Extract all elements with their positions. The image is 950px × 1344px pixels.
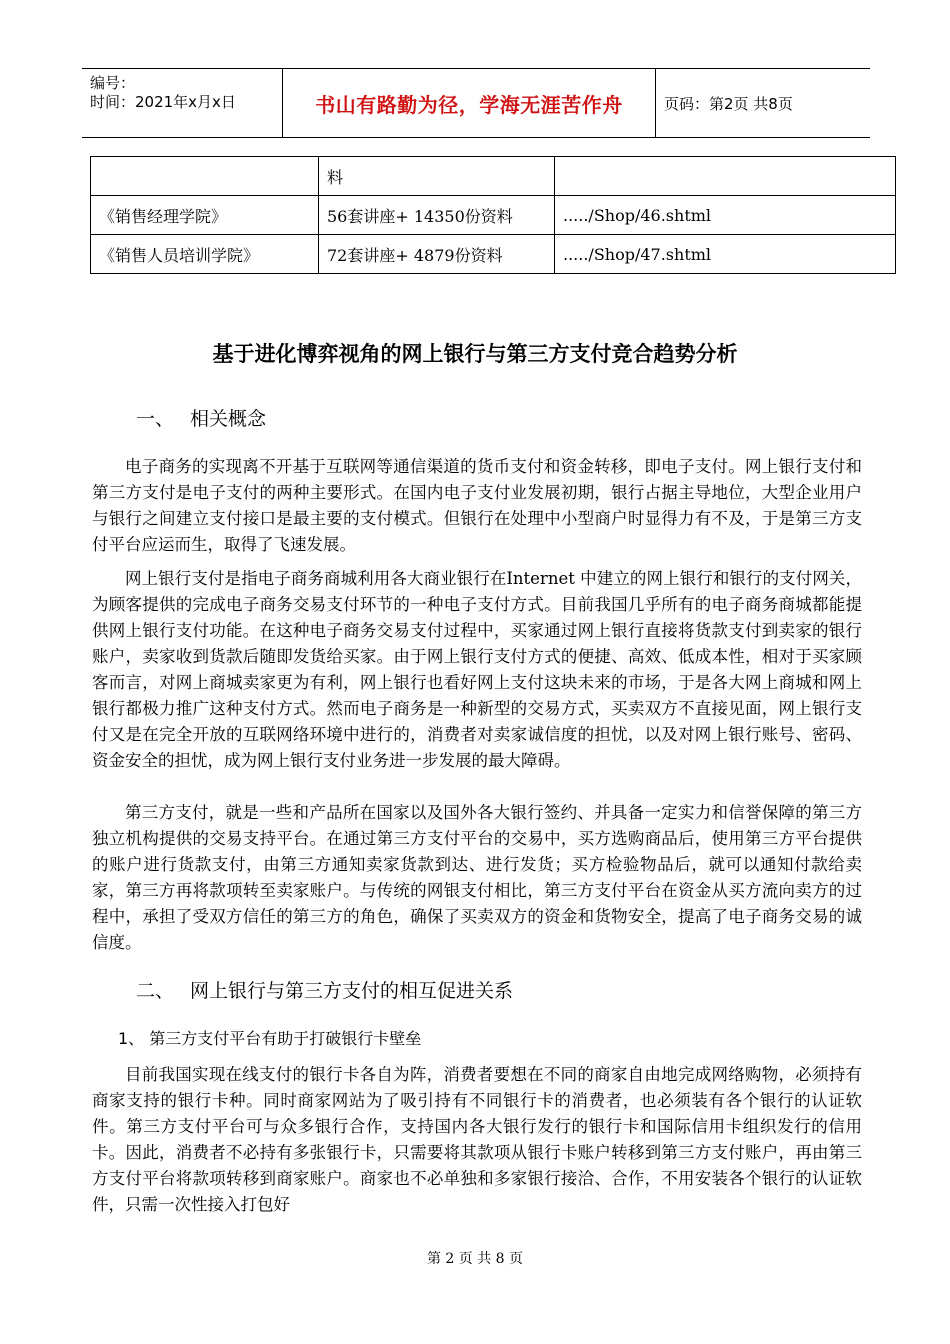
paragraph: 目前我国实现在线支付的银行卡各自为阵，消费者要想在不同的商家自由地完成网络购物，必须持有商家支持的银行卡种。同时商家网站为了吸引持有不同银行卡的消费者，也必须装有各个银行的认证软件。第三方支付平台可与众多银行合作，支持国内各大银行发行的银行卡和国际信用卡组织发行的信用卡。因此，消费者不必持有多张银行卡，只需要将其款项从银行卡账户转移到第三方支付账户，再由第三方支付平台将款项转移到商家账户。商家也不必单独和多家银行接洽、合作，不用安装各个银行的认证软件，只需一次性接入打包好 <box>92 1065 862 1214</box>
time-label: 时间：2021年x月x日 <box>90 93 236 111</box>
resource-count: 72套讲座+ 4879份资料 <box>319 235 555 274</box>
section-title: 相关概念 <box>190 408 267 430</box>
section-number: 一、 <box>136 408 175 430</box>
paragraph: 网上银行支付是指电子商务商城利用各大商业银行在Internet 中建立的网上银行和银行的支付网关，为顾客提供的完成电子商务交易支付环节的一种电子支付方式。目前我国几乎所有的电子商务商城都能提供网上银行支付功能。在这种电子商务交易支付过程中，买家通过网上银行直接将货款支付到卖家的银行账户，卖家收到货款后随即发货给买家。由于网上银行支付方式的便捷、高效、低成本性，相对于买家顾客而言，对网上商城卖家更为有利，网上银行也看好网上支付这块未来的市场，于是各大网上商城和网上银行都极力推广这种支付方式。然而电子商务是一种新型的交易方式，买卖双方不直接见面，网上银行支付又是在完全开放的互联网络环境中进行的，消费者对卖家诚信度的担忧，以及对网上银行账号、密码、资金安全的担忧，成为网上银行支付业务进一步发展的最大障碍。 <box>92 569 862 770</box>
page-footer: 第 2 页 共 8 页 <box>426 1251 524 1267</box>
motto: 书山有路勤为径，学海无涯苦作舟 <box>315 92 623 117</box>
section-heading-2 <box>136 976 513 1003</box>
subsection-heading: 1、 第三方支付平台有助于打破银行卡壁垒 <box>118 1029 422 1048</box>
resource-count: 料 <box>319 157 555 196</box>
table-row <box>91 235 896 274</box>
paragraph: 电子商务的实现离不开基于互联网等通信渠道的货币支付和资金转移，即电子支付。网上银行支付和第三方支付是电子支付的两种主要形式。在国内电子支付业发展初期，银行占据主导地位，大型企业用户与银行之间建立支付接口是最主要的支付模式。但银行在处理中小型商户时显得力有不及，于是第三方支付平台应运而生，取得了飞速发展。 <box>92 457 862 554</box>
paragraph: 第三方支付，就是一些和产品所在国家以及国外各大银行签约、并具备一定实力和信誉保障的第三方独立机构提供的交易支持平台。在通过第三方支付平台的交易中，买方选购商品后，使用第三方平台提供的账户进行货款支付，由第三方通知卖家货款到达、进行发货；买方检验物品后，就可以通知付款给卖家，第三方再将款项转至卖家账户。与传统的网银支付相比，第三方支付平台在资金从买方流向卖方的过程中，承担了受双方信任的第三方的角色，确保了买卖双方的资金和货物安全，提高了电子商务交易的诚信度。 <box>92 803 862 952</box>
section-heading-1 <box>136 404 266 431</box>
document-title: 基于进化博弈视角的网上银行与第三方支付竞合趋势分析 <box>212 342 738 366</box>
number-label: 编号： <box>90 74 136 92</box>
resource-name: 《销售经理学院》 <box>91 196 319 235</box>
resource-link[interactable]: ...../Shop/47.shtml <box>555 235 896 274</box>
resource-name: 《销售人员培训学院》 <box>91 235 319 274</box>
resource-table <box>90 156 896 274</box>
header-meta <box>82 69 282 137</box>
header-motto-cell <box>282 69 656 137</box>
resource-link[interactable] <box>555 157 896 196</box>
table-row <box>91 157 896 196</box>
section-title: 网上银行与第三方支付的相互促进关系 <box>190 980 514 1002</box>
page-header <box>82 68 870 138</box>
section-number: 二、 <box>136 980 175 1002</box>
table-row <box>91 196 896 235</box>
page-info: 页码：第2页 共8页 <box>664 95 793 113</box>
resource-count: 56套讲座+ 14350份资料 <box>319 196 555 235</box>
resource-link[interactable]: ...../Shop/46.shtml <box>555 196 896 235</box>
resource-name <box>91 157 319 196</box>
